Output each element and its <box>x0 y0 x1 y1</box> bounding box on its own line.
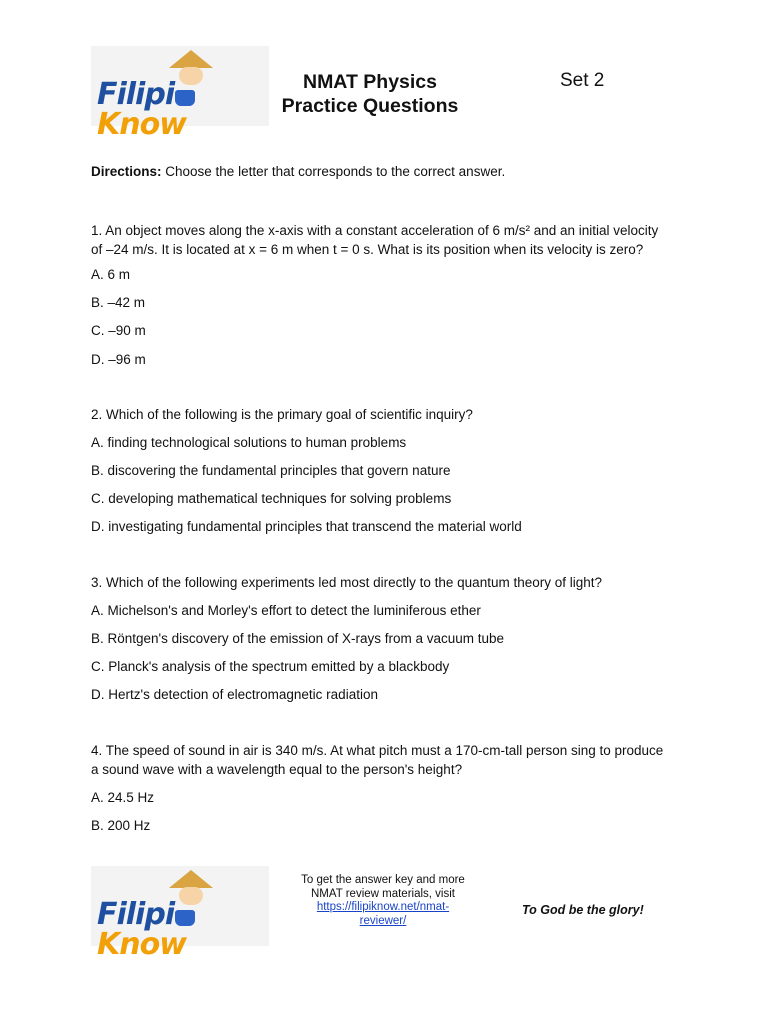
filipiknow-logo <box>91 46 269 142</box>
title-line-1: NMAT Physics <box>302 71 437 93</box>
logo-text-part2: Know <box>97 927 186 962</box>
question-1-option-a: A. 6 m <box>91 267 131 282</box>
reviewer-link-line-2[interactable]: reviewer/ <box>359 914 407 927</box>
question-2 <box>91 405 691 424</box>
directions-label: Directions: <box>91 164 162 179</box>
question-1-option-d: D. –96 m <box>91 352 146 367</box>
hat-icon <box>169 50 213 68</box>
title-line-2: Practice Questions <box>281 95 459 117</box>
directions <box>91 164 505 179</box>
question-4-line-2: a sound wave with a wavelength equal to the person's height? <box>91 762 463 777</box>
logo-wordmark <box>97 897 269 962</box>
question-1-line-2: of –24 m/s. It is located at x = 6 m when t = 0 s. What is its position when its velocity is zero? <box>91 242 644 257</box>
footer-note <box>288 874 478 928</box>
question-2-option-c: C. developing mathematical techniques for solving problems <box>91 491 452 506</box>
question-4-option-a: A. 24.5 Hz <box>91 790 155 805</box>
reviewer-link-line-1[interactable]: https://filipiknow.net/nmat- <box>316 901 450 913</box>
question-1-option-b: B. –42 m <box>91 295 146 310</box>
question-3-option-c: C. Planck's analysis of the spectrum emitted by a blackbody <box>91 659 450 674</box>
question-3-option-b: B. Röntgen's discovery of the emission of X-rays from a vacuum tube <box>91 631 505 646</box>
question-2-option-b: B. discovering the fundamental principles that govern nature <box>91 463 451 478</box>
set-label: Set 2 <box>560 70 605 91</box>
question-4-line-1: 4. The speed of sound in air is 340 m/s. At what pitch must a 170-cm-tall person sing to produce <box>91 743 664 758</box>
footer-filipiknow-logo <box>91 866 269 962</box>
question-4-option-b: B. 200 Hz <box>91 818 151 833</box>
question-2-option-a: A. finding technological solutions to human problems <box>91 435 407 450</box>
question-1 <box>91 221 691 259</box>
page-title <box>280 70 460 118</box>
question-3-line-1: 3. Which of the following experiments led most directly to the quantum theory of light? <box>91 575 603 590</box>
logo-text-part2: Know <box>97 107 186 142</box>
logo-wordmark <box>97 77 269 142</box>
hat-icon <box>169 870 213 888</box>
closing-note: To God be the glory! <box>522 903 644 917</box>
question-1-option-c: C. –90 m <box>91 323 146 338</box>
question-3-option-a: A. Michelson's and Morley's effort to detect the luminiferous ether <box>91 603 481 618</box>
reviewer-link[interactable] <box>288 901 478 928</box>
question-1-line-1: 1. An object moves along the x-axis with a constant acceleration of 6 m/s² and an initial velocity <box>91 223 659 238</box>
question-3-option-d: D. Hertz's detection of electromagnetic radiation <box>91 687 378 702</box>
logo-text-part1: Filipi <box>97 77 175 112</box>
question-3 <box>91 573 691 592</box>
question-4 <box>91 741 691 779</box>
book-icon <box>175 90 195 106</box>
directions-text: Choose the letter that corresponds to the correct answer. <box>161 164 506 179</box>
footer-line-2: NMAT review materials, visit <box>311 887 455 900</box>
footer-line-1: To get the answer key and more <box>301 874 465 886</box>
book-icon <box>175 910 195 926</box>
question-2-option-d: D. investigating fundamental principles that transcend the material world <box>91 519 522 534</box>
question-2-line-1: 2. Which of the following is the primary goal of scientific inquiry? <box>91 407 473 422</box>
logo-text-part1: Filipi <box>97 897 175 932</box>
